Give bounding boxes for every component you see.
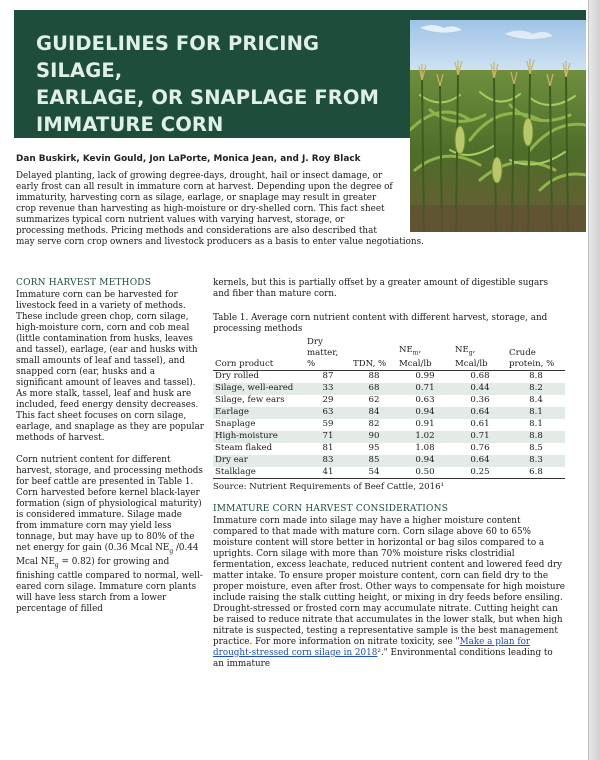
cell-dry-matter: 33 bbox=[305, 383, 351, 395]
cell-neg: 0.68 bbox=[453, 371, 507, 383]
subscript: m bbox=[412, 350, 419, 357]
harvest-methods-paragraph: Immature corn can be harvested for livestock feed in a variety of methods. These include green chop, corn silage, high-moisture corn, corn and cob meal (little contamination from husks, leaves and tassel), earlage, (ear and husks with small amounts of leaf and tassel), and snapped corn (ear, husks and a significant amount of leaves and tassel). As more stalk, tassel, leaf and husk are included, feed energy density decreases. This fact sheet focuses on corn silage, earlage, and snaplage as they are popular methods of harvest. bbox=[16, 290, 204, 443]
cell-nem: 1.02 bbox=[397, 431, 453, 443]
cell-dry-matter: 63 bbox=[305, 407, 351, 419]
table-row bbox=[213, 419, 565, 431]
table-row bbox=[213, 371, 565, 383]
subscript: g bbox=[468, 350, 473, 357]
table-row bbox=[213, 407, 565, 419]
cell-product: Silage, well-eared bbox=[213, 383, 305, 395]
author-list: Dan Buskirk, Kevin Gould, Jon LaPorte, Monica Jean, and J. Roy Black bbox=[16, 154, 361, 164]
cell-neg: 0.25 bbox=[453, 467, 507, 479]
cell-crude-protein: 8.3 bbox=[507, 455, 565, 467]
cell-crude-protein: 8.1 bbox=[507, 407, 565, 419]
cell-tdn: 54 bbox=[351, 467, 397, 479]
cell-dry-matter: 81 bbox=[322, 443, 334, 453]
subscript: g bbox=[169, 547, 174, 555]
cell-dry-matter: 71 bbox=[305, 431, 351, 443]
cell-neg: 0.76 bbox=[470, 443, 490, 453]
cell-product: Steam flaked bbox=[215, 443, 273, 453]
cell-crude-protein: 8.4 bbox=[529, 395, 543, 405]
cell-product: Stalklage bbox=[213, 467, 305, 479]
cell-product: Dry rolled bbox=[213, 371, 305, 383]
intro-text: Delayed planting, lack of growing degree-days, drought, hail or insect damage, or early frost can all result in immature corn at harvest. Depending upon the degree of immaturity, harvesting corn as silage, earlage, or snaplage may result in greater crop revenue than harvesting as high-moisture or dry-shelled corn. This fact sheet summarizes typical corn nutrient values with varying harvest, storage, or processing methods. Pricing methods and considerations are also described that may serve corn crop owners and livestock producers as a basis to enter value negotiations. bbox=[16, 171, 424, 247]
subscript: g bbox=[54, 561, 59, 569]
cell-crude-protein: 8.1 bbox=[529, 419, 543, 429]
cell-crude-protein: 8.2 bbox=[507, 383, 565, 395]
title-line: IMMATURE CORN bbox=[36, 113, 224, 136]
cell-nem: 0.94 bbox=[397, 455, 453, 467]
cell-product: High-moisture bbox=[213, 431, 305, 443]
cell-dry-matter: 83 bbox=[305, 455, 351, 467]
table-source: Source: Nutrient Requirements of Beef Cattle, 2016¹ bbox=[213, 482, 445, 492]
table-row bbox=[213, 395, 565, 407]
photo-wrap-spacer bbox=[393, 171, 571, 237]
drought-silage-link[interactable]: Make a plan for drought-stressed corn silage in 2018 bbox=[213, 637, 531, 658]
immature-corn-paragraph bbox=[213, 516, 565, 670]
cell-crude-protein: 8.8 bbox=[507, 371, 565, 383]
table-row bbox=[213, 467, 565, 479]
col-header-neg bbox=[453, 337, 507, 371]
cell-crude-protein: 8.5 bbox=[529, 443, 543, 453]
cell-nem: 0.71 bbox=[397, 383, 453, 395]
cell-crude-protein: 6.8 bbox=[507, 467, 565, 479]
table-row bbox=[213, 443, 565, 455]
col-header-crude-protein: Crude protein, % bbox=[507, 337, 565, 371]
nem-unit: , Mcal/lb bbox=[399, 345, 432, 369]
cell-nem: 0.91 bbox=[415, 419, 435, 429]
cell-product: Earlage bbox=[213, 407, 305, 419]
col-header-product: Corn product bbox=[213, 337, 305, 371]
cell-neg: 0.64 bbox=[453, 407, 507, 419]
cell-tdn: 90 bbox=[351, 431, 397, 443]
section-heading-harvest-methods: CORN HARVEST METHODS bbox=[16, 278, 152, 288]
cell-tdn: 82 bbox=[368, 419, 380, 429]
section-heading-immature-corn: IMMATURE CORN HARVEST CONSIDERATIONS bbox=[213, 504, 449, 514]
cell-neg: 0.64 bbox=[453, 455, 507, 467]
cell-tdn: 68 bbox=[351, 383, 397, 395]
cell-neg: 0.36 bbox=[470, 395, 490, 405]
cell-tdn: 95 bbox=[368, 443, 380, 453]
title-line: EARLAGE, OR SNAPLAGE FROM bbox=[36, 86, 380, 109]
table-caption: Table 1. Average corn nutrient content with different harvest, storage, and processing methods bbox=[213, 313, 548, 334]
col-header-tdn: TDN, % bbox=[351, 337, 397, 371]
cell-neg: 0.71 bbox=[453, 431, 507, 443]
cell-dry-matter: 29 bbox=[322, 395, 334, 405]
cell-product: Dry ear bbox=[213, 455, 305, 467]
cell-product: Snaplage bbox=[215, 419, 256, 429]
nutrient-text-part: /0.44 Mcal NE bbox=[16, 543, 199, 567]
cell-nem: 0.94 bbox=[397, 407, 453, 419]
cell-product: Silage, few ears bbox=[215, 395, 285, 405]
cell-nem: 0.50 bbox=[397, 467, 453, 479]
table-row bbox=[213, 455, 565, 467]
cell-dry-matter: 59 bbox=[322, 419, 334, 429]
cell-tdn: 62 bbox=[368, 395, 380, 405]
cell-neg: 0.44 bbox=[453, 383, 507, 395]
nutrient-table bbox=[213, 337, 565, 479]
table-header-row bbox=[213, 337, 565, 371]
nem-label: NE bbox=[399, 345, 413, 356]
cell-crude-protein: 8.8 bbox=[507, 431, 565, 443]
nutrient-text-part: = 0.82) for growing and finishing cattle compared to normal, well-eared corn silage. Immature corn plants will have less starch from a lower percentage of filled bbox=[16, 556, 203, 614]
cell-neg: 0.61 bbox=[470, 419, 490, 429]
cell-tdn: 84 bbox=[351, 407, 397, 419]
immature-text-part: Immature corn made into silage may have a higher moisture content compared to that made with mature corn. Corn silage above 60 to 65% moisture content will store better in horizontal or bag silos compared to a uprights. Corn silage with more than 70% moisture risks clostridial fermentation, excess leachate, reduced nutrient content and lowered feed dry matter intake. To ensure proper moisture content, corn can field dry to the proper moisture, even after frost. Other ways to compensate for high moisture include raising the stalk cutting height, or mixing in dry feeds before ensiling. Drought-stressed or frosted corn may accumulate nitrate. Cutting height can be raised to reduce nitrate that accumulates in the lower stalk, but when high nitrate is suspected, testing a representative sample is the best management practice. For more information on nitrate toxicity, see " bbox=[213, 516, 565, 647]
immature-text-part: ²." Environmental conditions leading to an immature bbox=[213, 648, 553, 669]
cell-nem: 0.99 bbox=[397, 371, 453, 383]
title-line: GUIDELINES FOR PRICING SILAGE, bbox=[36, 32, 320, 82]
neg-unit: , Mcal/lb bbox=[455, 345, 488, 369]
cell-tdn: 85 bbox=[351, 455, 397, 467]
document-title bbox=[36, 30, 406, 138]
table-row bbox=[213, 383, 565, 395]
col-header-nem bbox=[397, 337, 453, 371]
intro-paragraph bbox=[16, 171, 571, 248]
table-row bbox=[213, 431, 565, 443]
cell-nem: 0.63 bbox=[415, 395, 435, 405]
right-column bbox=[213, 278, 565, 670]
continuation-paragraph: kernels, but this is partially offset by a greater amount of digestible sugars and fiber than mature corn. bbox=[213, 278, 549, 299]
cell-dry-matter: 87 bbox=[305, 371, 351, 383]
neg-label: NE bbox=[455, 345, 469, 356]
cell-nem: 1.08 bbox=[415, 443, 435, 453]
cell-dry-matter: 41 bbox=[305, 467, 351, 479]
page-edge-shadow bbox=[588, 0, 600, 760]
nutrient-text-part: Corn nutrient content for different harvest, storage, and processing methods for beef cattle are presented in Table 1. Corn harvested before kernel black-layer formation (sign of physiological maturity) is considered immature. Silage made from immature corn may yield less tonnage, but may have up to 80% of the net energy for gain (0.36 Mcal NE bbox=[16, 455, 203, 553]
nutrient-content-paragraph bbox=[16, 455, 204, 615]
col-header-dry-matter: Dry matter, % bbox=[305, 337, 351, 371]
left-column bbox=[16, 278, 204, 615]
cell-tdn: 88 bbox=[351, 371, 397, 383]
